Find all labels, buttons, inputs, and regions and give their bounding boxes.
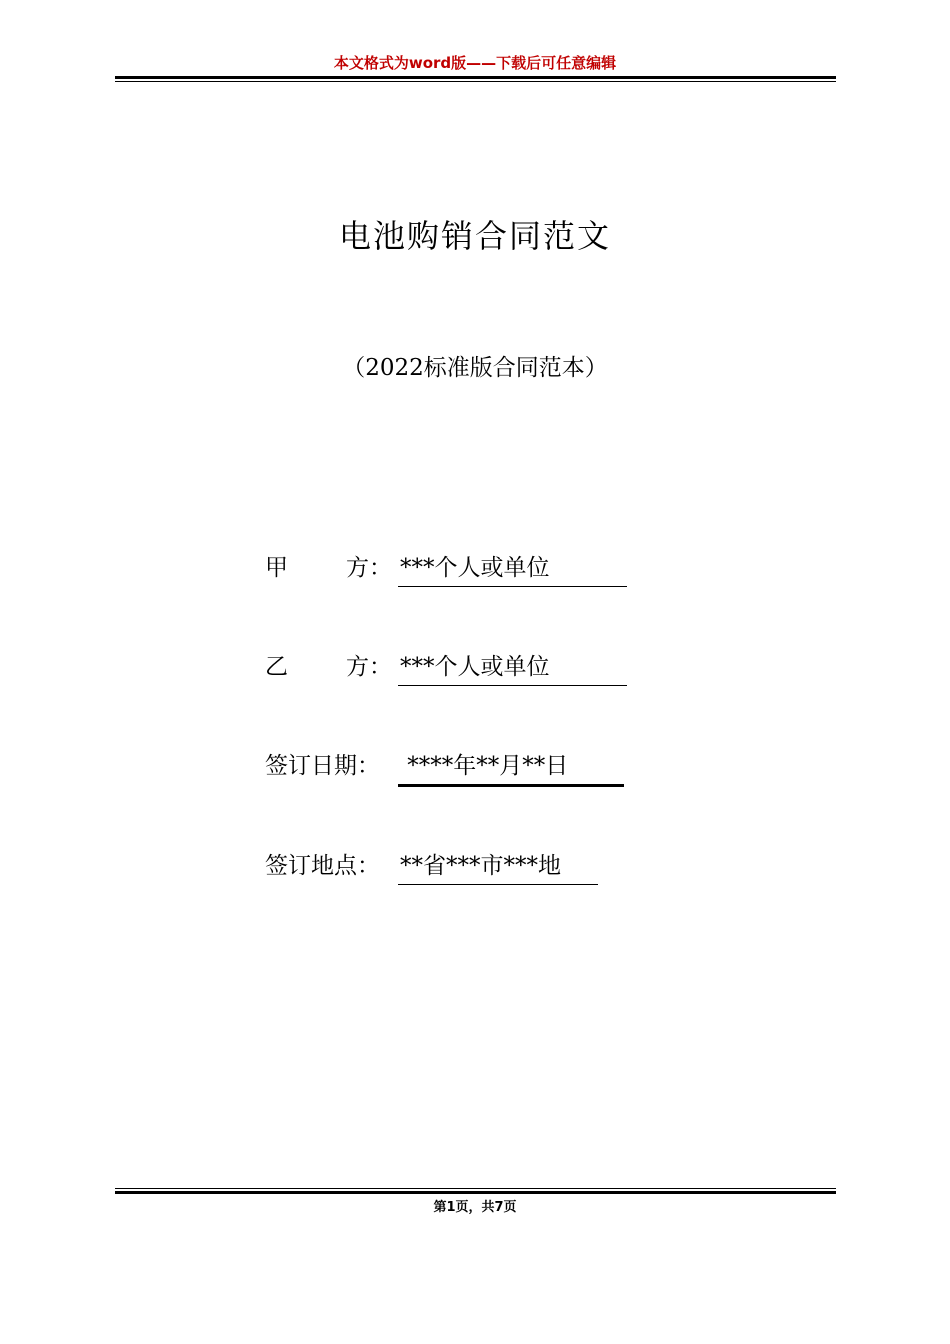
header-rule-thin [115, 81, 836, 82]
footer-rule [115, 1191, 836, 1194]
sign-place-value[interactable]: **省***市***地 [398, 848, 598, 885]
header-rule [115, 76, 836, 79]
document-subtitle: （2022标准版合同范本） [342, 355, 608, 381]
sign-date-label: 签订日期： [265, 753, 380, 779]
document-title: 电池购销合同范文 [338, 217, 611, 255]
party-b-label-last: 方： [346, 654, 392, 680]
sign-date-value[interactable]: ****年**月**日 [398, 748, 624, 787]
header-note: 本文格式为word版——下载后可任意编辑 [333, 54, 617, 72]
party-b-label-first: 乙 [265, 654, 288, 680]
party-a-value[interactable]: ***个人或单位 [398, 550, 627, 587]
party-a-label-last: 方： [346, 555, 392, 581]
party-b-value[interactable]: ***个人或单位 [398, 649, 627, 686]
party-a-label-first: 甲 [265, 555, 288, 581]
sign-place-label: 签订地点： [265, 853, 380, 879]
page-indicator: 第1页，共7页 [433, 1200, 517, 1215]
footer-rule-thin [115, 1188, 836, 1189]
